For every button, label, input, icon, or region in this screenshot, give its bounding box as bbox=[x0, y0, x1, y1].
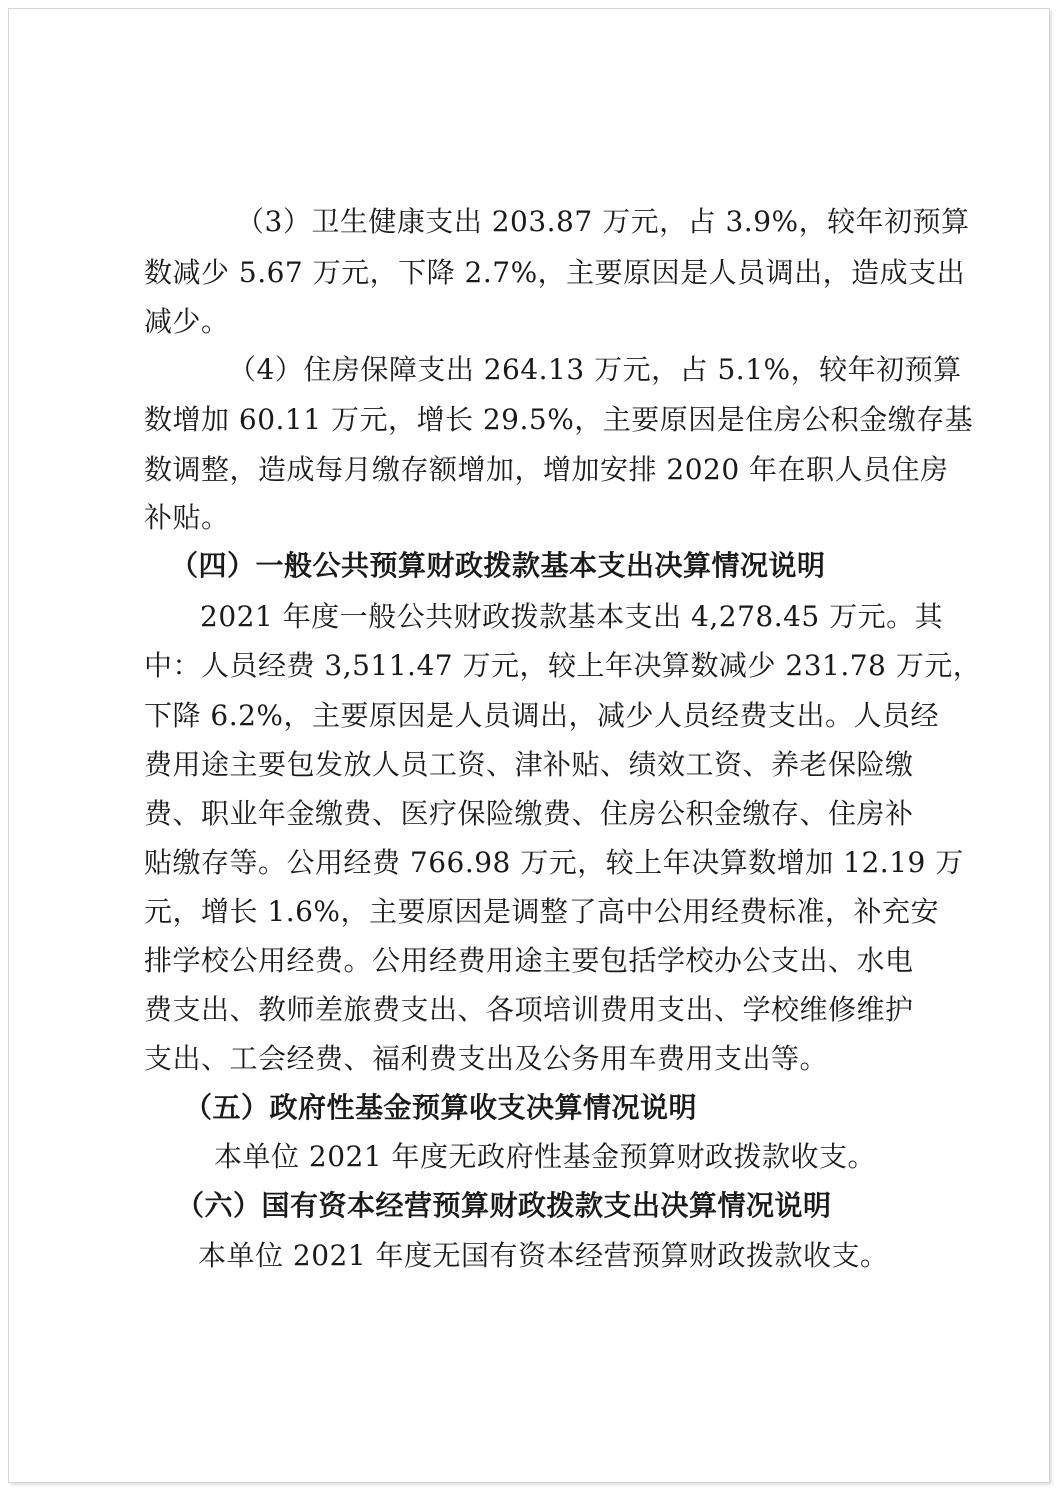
basic-line-4: 费用途主要包发放人员工资、津补贴、绩效工资、养老保险缴 bbox=[144, 748, 914, 781]
section-heading-5: （五）政府性基金预算收支决算情况说明 bbox=[184, 1091, 698, 1124]
para-3-line-3: 减少。 bbox=[144, 305, 230, 338]
para-4-line-3: 数调整，造成每月缴存额增加，增加安排 2020 年在职人员住房 bbox=[144, 453, 949, 486]
section-heading-6: （六）国有资本经营预算财政拨款支出决算情况说明 bbox=[176, 1189, 832, 1222]
section-heading-4: （四）一般公共预算财政拨款基本支出决算情况说明 bbox=[170, 549, 826, 582]
basic-line-2: 中：人员经费 3,511.47 万元，较上年决算数减少 231.78 万元， bbox=[144, 649, 982, 682]
para-3-line-1: （3）卫生健康支出 203.87 万元，占 3.9%，较年初预算 bbox=[236, 205, 970, 238]
basic-line-10: 支出、工会经费、福利费支出及公务用车费用支出等。 bbox=[144, 1042, 829, 1075]
basic-line-8: 排学校公用经费。公用经费用途主要包括学校办公支出、水电 bbox=[144, 944, 914, 977]
basic-line-1: 2021 年度一般公共财政拨款基本支出 4,278.45 万元。其 bbox=[200, 600, 944, 633]
basic-line-3: 下降 6.2%，主要原因是人员调出，减少人员经费支出。人员经 bbox=[144, 699, 940, 732]
para-5: 本单位 2021 年度无政府性基金预算财政拨款收支。 bbox=[214, 1140, 877, 1173]
basic-line-6: 贴缴存等。公用经费 766.98 万元，较上年决算数增加 12.19 万 bbox=[144, 846, 964, 879]
basic-line-5: 费、职业年金缴费、医疗保险缴费、住房公积金缴存、住房补 bbox=[144, 797, 914, 830]
para-4-line-1: （4）住房保障支出 264.13 万元，占 5.1%，较年初预算 bbox=[228, 353, 962, 386]
basic-line-9: 费支出、教师差旅费支出、各项培训费用支出、学校维修维护 bbox=[144, 993, 914, 1026]
para-4-line-4: 补贴。 bbox=[144, 501, 230, 534]
para-3-line-2: 数减少 5.67 万元，下降 2.7%，主要原因是人员调出，造成支出 bbox=[144, 256, 966, 289]
basic-line-7: 元，增长 1.6%，主要原因是调整了高中公用经费标准，补充安 bbox=[144, 895, 940, 928]
para-6: 本单位 2021 年度无国有资本经营预算财政拨款收支。 bbox=[198, 1239, 889, 1272]
para-4-line-2: 数增加 60.11 万元，增长 29.5%，主要原因是住房公积金缴存基 bbox=[144, 403, 974, 436]
